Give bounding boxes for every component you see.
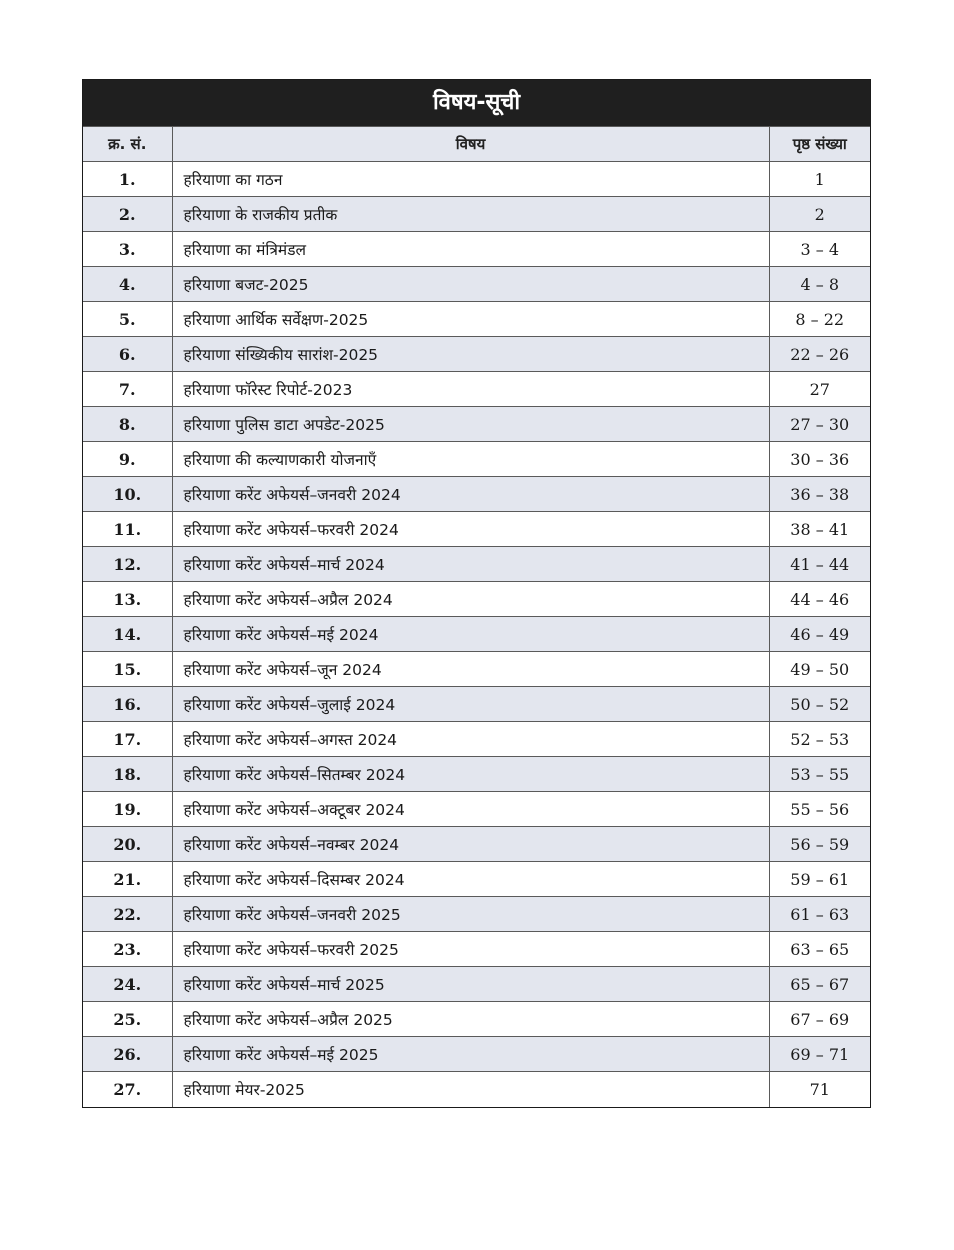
row-number: 6. <box>83 337 172 372</box>
row-number: 15. <box>83 652 172 687</box>
row-subject: हरियाणा करेंट अफेयर्स–अप्रैल 2024 <box>172 582 769 617</box>
row-page-range: 46 – 49 <box>769 617 870 652</box>
row-page-range: 53 – 55 <box>769 757 870 792</box>
table-row <box>83 232 870 267</box>
row-number: 7. <box>83 372 172 407</box>
row-subject: हरियाणा करेंट अफेयर्स–अगस्त 2024 <box>172 722 769 757</box>
row-page-range: 41 – 44 <box>769 547 870 582</box>
row-number: 4. <box>83 267 172 302</box>
row-page-range: 30 – 36 <box>769 442 870 477</box>
row-number: 11. <box>83 512 172 547</box>
table-row <box>83 652 870 687</box>
row-subject: हरियाणा का गठन <box>172 162 769 197</box>
table-row <box>83 267 870 302</box>
table-row <box>83 1002 870 1037</box>
table-row <box>83 617 870 652</box>
row-subject: हरियाणा करेंट अफेयर्स–फरवरी 2024 <box>172 512 769 547</box>
toc-title: विषय-सूची <box>83 80 870 126</box>
row-page-range: 63 – 65 <box>769 932 870 967</box>
table-row <box>83 197 870 232</box>
row-page-range: 56 – 59 <box>769 827 870 862</box>
row-page-range: 3 – 4 <box>769 232 870 267</box>
table-row <box>83 302 870 337</box>
row-number: 20. <box>83 827 172 862</box>
row-subject: हरियाणा फॉरेस्ट रिपोर्ट-2023 <box>172 372 769 407</box>
row-number: 10. <box>83 477 172 512</box>
table-row <box>83 757 870 792</box>
row-number: 17. <box>83 722 172 757</box>
row-number: 27. <box>83 1072 172 1107</box>
row-subject: हरियाणा करेंट अफेयर्स–अप्रैल 2025 <box>172 1002 769 1037</box>
table-row <box>83 1072 870 1107</box>
row-number: 22. <box>83 897 172 932</box>
row-subject: हरियाणा की कल्याणकारी योजनाएँ <box>172 442 769 477</box>
row-subject: हरियाणा संख्यिकीय सारांश-2025 <box>172 337 769 372</box>
row-page-range: 71 <box>769 1072 870 1107</box>
row-page-range: 27 – 30 <box>769 407 870 442</box>
row-number: 8. <box>83 407 172 442</box>
row-number: 14. <box>83 617 172 652</box>
row-subject: हरियाणा करेंट अफेयर्स–मार्च 2025 <box>172 967 769 1002</box>
row-subject: हरियाणा करेंट अफेयर्स–दिसम्बर 2024 <box>172 862 769 897</box>
table-of-contents <box>82 79 871 1108</box>
row-subject: हरियाणा करेंट अफेयर्स–जनवरी 2025 <box>172 897 769 932</box>
toc-table <box>83 126 870 1107</box>
row-number: 21. <box>83 862 172 897</box>
table-row <box>83 477 870 512</box>
row-subject: हरियाणा करेंट अफेयर्स–नवम्बर 2024 <box>172 827 769 862</box>
row-subject: हरियाणा करेंट अफेयर्स–जून 2024 <box>172 652 769 687</box>
row-subject: हरियाणा बजट-2025 <box>172 267 769 302</box>
table-row <box>83 932 870 967</box>
row-page-range: 59 – 61 <box>769 862 870 897</box>
header-subject: विषय <box>172 127 769 162</box>
row-page-range: 4 – 8 <box>769 267 870 302</box>
row-subject: हरियाणा मेयर-2025 <box>172 1072 769 1107</box>
table-row <box>83 337 870 372</box>
row-page-range: 1 <box>769 162 870 197</box>
table-row <box>83 547 870 582</box>
row-page-range: 8 – 22 <box>769 302 870 337</box>
row-subject: हरियाणा का मंत्रिमंडल <box>172 232 769 267</box>
row-subject: हरियाणा करेंट अफेयर्स–मार्च 2024 <box>172 547 769 582</box>
row-number: 18. <box>83 757 172 792</box>
row-page-range: 52 – 53 <box>769 722 870 757</box>
row-number: 25. <box>83 1002 172 1037</box>
row-number: 16. <box>83 687 172 722</box>
table-row <box>83 862 870 897</box>
table-row <box>83 407 870 442</box>
row-number: 23. <box>83 932 172 967</box>
row-page-range: 50 – 52 <box>769 687 870 722</box>
row-subject: हरियाणा करेंट अफेयर्स–मई 2025 <box>172 1037 769 1072</box>
row-page-range: 55 – 56 <box>769 792 870 827</box>
row-number: 26. <box>83 1037 172 1072</box>
row-page-range: 65 – 67 <box>769 967 870 1002</box>
row-page-range: 2 <box>769 197 870 232</box>
row-number: 24. <box>83 967 172 1002</box>
table-row <box>83 792 870 827</box>
row-number: 3. <box>83 232 172 267</box>
table-row <box>83 687 870 722</box>
row-number: 9. <box>83 442 172 477</box>
table-row <box>83 442 870 477</box>
table-row <box>83 372 870 407</box>
header-row <box>83 127 870 162</box>
row-number: 5. <box>83 302 172 337</box>
row-subject: हरियाणा आर्थिक सर्वेक्षण-2025 <box>172 302 769 337</box>
row-page-range: 27 <box>769 372 870 407</box>
row-number: 13. <box>83 582 172 617</box>
table-row <box>83 827 870 862</box>
row-subject: हरियाणा के राजकीय प्रतीक <box>172 197 769 232</box>
table-row <box>83 582 870 617</box>
row-subject: हरियाणा करेंट अफेयर्स–मई 2024 <box>172 617 769 652</box>
row-subject: हरियाणा करेंट अफेयर्स–जुलाई 2024 <box>172 687 769 722</box>
table-row <box>83 722 870 757</box>
table-row <box>83 967 870 1002</box>
row-page-range: 44 – 46 <box>769 582 870 617</box>
row-subject: हरियाणा करेंट अफेयर्स–सितम्बर 2024 <box>172 757 769 792</box>
table-row <box>83 162 870 197</box>
row-page-range: 49 – 50 <box>769 652 870 687</box>
table-row <box>83 512 870 547</box>
row-page-range: 22 – 26 <box>769 337 870 372</box>
row-page-range: 36 – 38 <box>769 477 870 512</box>
header-serial: क्र. सं. <box>83 127 172 162</box>
row-page-range: 69 – 71 <box>769 1037 870 1072</box>
row-number: 1. <box>83 162 172 197</box>
row-subject: हरियाणा पुलिस डाटा अपडेट-2025 <box>172 407 769 442</box>
table-row <box>83 897 870 932</box>
table-row <box>83 1037 870 1072</box>
row-number: 2. <box>83 197 172 232</box>
row-subject: हरियाणा करेंट अफेयर्स–अक्टूबर 2024 <box>172 792 769 827</box>
row-subject: हरियाणा करेंट अफेयर्स–फरवरी 2025 <box>172 932 769 967</box>
row-page-range: 38 – 41 <box>769 512 870 547</box>
row-number: 19. <box>83 792 172 827</box>
row-page-range: 67 – 69 <box>769 1002 870 1037</box>
row-number: 12. <box>83 547 172 582</box>
header-page: पृष्ठ संख्या <box>769 127 870 162</box>
row-subject: हरियाणा करेंट अफेयर्स–जनवरी 2024 <box>172 477 769 512</box>
row-page-range: 61 – 63 <box>769 897 870 932</box>
